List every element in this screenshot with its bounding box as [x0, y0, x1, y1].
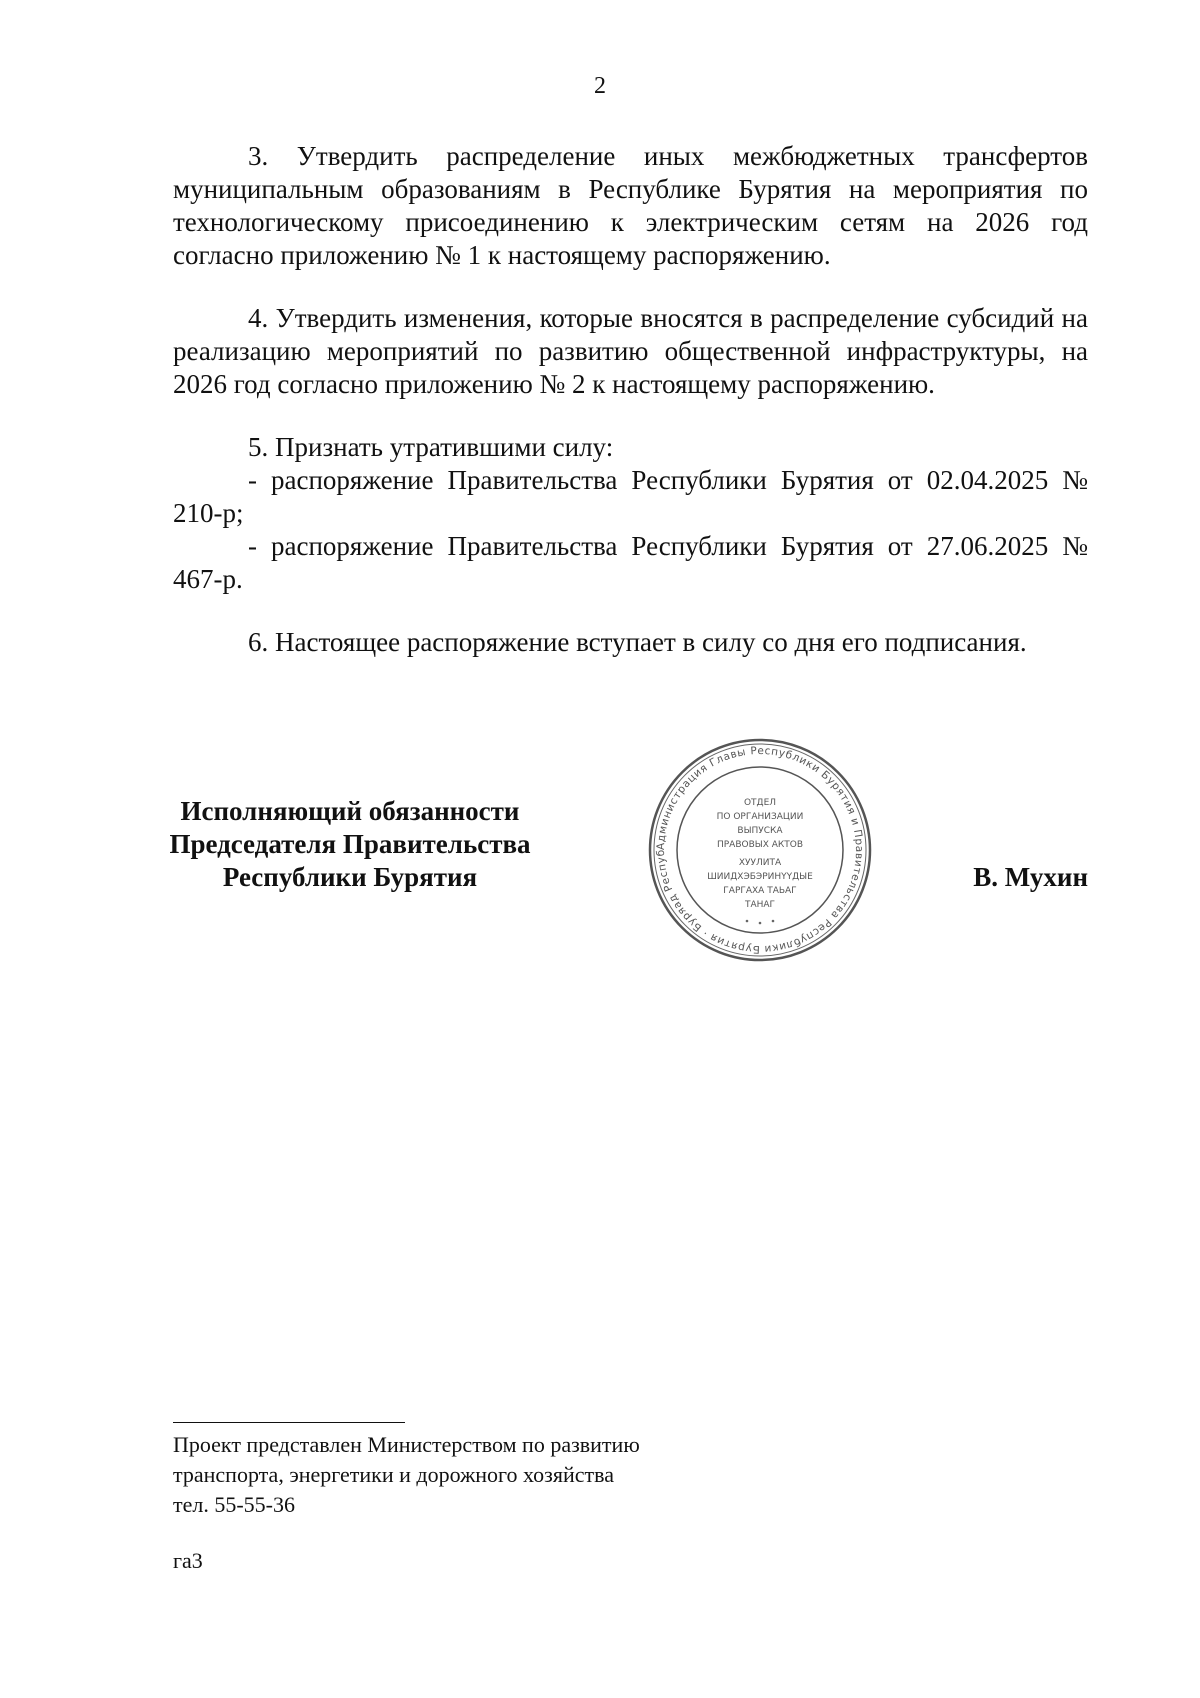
signatory-title-line: Исполняющий обязанности [180, 796, 520, 826]
stamp-inner-line: ПО ОРГАНИЗАЦИИ [716, 812, 804, 822]
official-stamp [645, 735, 875, 965]
footnote-line: Проект представлен Министерством по развитию [173, 1432, 640, 1457]
repealed-act-2: - распоряжение Правительства Республики Бурятия от 27.06.2025 № 467-р. [173, 531, 1088, 594]
footnote-separator [173, 1422, 405, 1423]
stamp-inner-line: ХУУЛИТА [738, 858, 782, 868]
stamp-inner-line: ТАНАГ [744, 900, 776, 910]
stamp-inner-line: ГАРГАХА ТАЬАГ [723, 886, 797, 896]
repealed-act-1: - распоряжение Правительства Республики Бурятия от 02.04.2025 № 210-р; [173, 465, 1088, 528]
signatory-title-line: Республики Бурятия [222, 862, 478, 892]
page-number: 2 [594, 73, 606, 99]
document-body [173, 140, 1088, 659]
signatory-title-line: Председателя Правительства [169, 829, 531, 859]
signatory-name: В. Мухин [973, 862, 1088, 892]
signatory-title [150, 795, 550, 894]
footnote-phone: тел. 55-55-36 [173, 1492, 296, 1517]
stamp-inner-line: ШИИДХЭБЭРИНҮҮДЫЕ [707, 872, 813, 882]
stamp-inner-line: ПРАВОВЫХ АКТОВ [716, 840, 804, 850]
stamp-inner-line: ОТДЕЛ [743, 798, 777, 808]
footnote-line: транспорта, энергетики и дорожного хозяйства [173, 1462, 614, 1487]
document-index-code: га3 [173, 1548, 203, 1573]
paragraph-item-6: 6. Настоящее распоряжение вступает в силу со дня его подписания. [248, 627, 1027, 657]
stamp-outer-text: Администрация Главы Республики Бурятия и Правительства Республики Бурятия · Буряад Респуб [654, 744, 866, 956]
project-footnote [173, 1430, 773, 1520]
stamp-inner-line: ВЫПУСКА [737, 826, 783, 836]
paragraph-item-5: 5. Признать утратившими силу: [248, 432, 614, 462]
paragraph-item-4: 4. Утвердить изменения, которые вносятся в распределение субсидий на реализацию мероприятий по развитию общественной инфраструктуры, на 2026 год согласно приложению № 2 к настоящему распоряжению. [173, 303, 1088, 399]
stamp-seal-icon [645, 735, 875, 965]
paragraph-item-3: 3. Утвердить распределение иных межбюджетных трансфертов муниципальным образованиям в Республике Бурятия на мероприятия по технологическому присоединению к электрическим сетям на 2026 год согласно приложению № 1 к настоящему распоряжению. [173, 141, 1088, 270]
